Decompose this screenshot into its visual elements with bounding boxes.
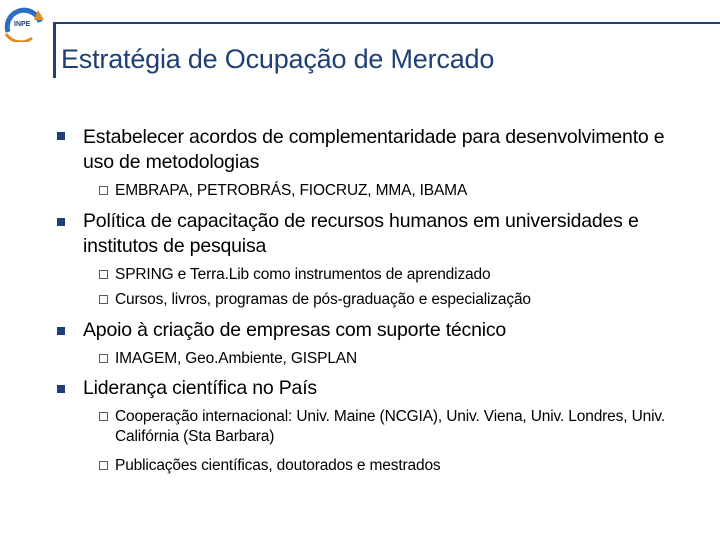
sub-bullet-box-icon xyxy=(99,270,108,279)
bullet-1-text: Estabelecer acordos de complementaridade para desenvolvimento e uso de metodologias xyxy=(83,126,665,173)
sub-bullet-box-icon xyxy=(99,461,108,470)
sub-bullet-2-2: Cursos, livros, programas de pós-graduação e especialização xyxy=(115,291,531,308)
slide-title: Estratégia de Ocupação de Mercado xyxy=(61,44,495,74)
sub-bullet-3-1: IMAGEM, Geo.Ambiente, GISPLAN xyxy=(115,350,358,367)
sub-bullet-2-1: SPRING e Terra.Lib como instrumentos de aprendizado xyxy=(115,266,491,283)
sub-bullet-box-icon xyxy=(99,295,108,304)
sub-bullet-4-1: Cooperação internacional: Univ. Maine (NCGIA), Univ. Viena, Univ. Londres, Univ. Califórnia (Sta Barbara) xyxy=(115,408,665,445)
bullet-square-icon xyxy=(57,132,65,140)
logo-text: INPE xyxy=(14,21,31,28)
bullet-3-text: Apoio à criação de empresas com suporte técnico xyxy=(83,319,507,341)
sub-bullet-box-icon xyxy=(99,186,108,195)
bullet-4-text: Liderança científica no País xyxy=(83,377,317,399)
sub-bullet-box-icon xyxy=(99,412,108,421)
bullet-square-icon xyxy=(57,218,65,226)
bullet-square-icon xyxy=(57,327,65,335)
bullet-square-icon xyxy=(57,385,65,393)
sub-bullet-1-1: EMBRAPA, PETROBRÁS, FIOCRUZ, MMA, IBAMA xyxy=(115,182,468,199)
bullet-2-text: Política de capacitação de recursos humanos em universidades e institutos de pesquisa xyxy=(83,210,639,257)
sub-bullet-4-2: Publicações científicas, doutorados e mestrados xyxy=(115,457,441,474)
sub-bullet-box-icon xyxy=(99,354,108,363)
